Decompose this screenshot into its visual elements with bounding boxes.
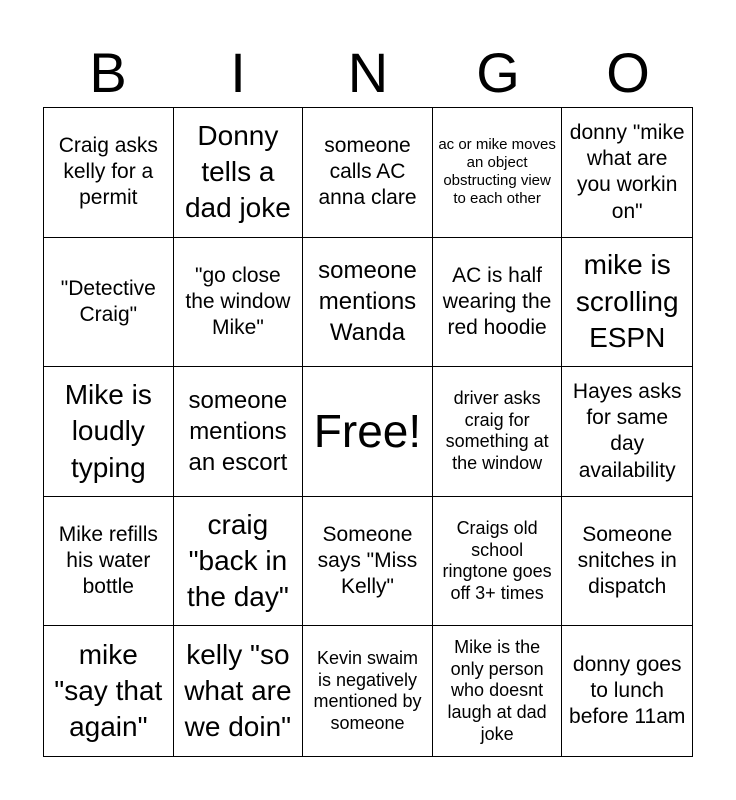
header-letter-o: O bbox=[606, 41, 650, 104]
bingo-cell[interactable]: Kevin swaim is negatively mentioned by someone bbox=[303, 626, 433, 756]
bingo-cell[interactable]: Someone snitches in dispatch bbox=[562, 497, 692, 627]
bingo-cell[interactable]: Craigs old school ringtone goes off 3+ times bbox=[433, 497, 563, 627]
bingo-cell[interactable]: Mike is the only person who doesnt laugh at dad joke bbox=[433, 626, 563, 756]
bingo-cell[interactable]: Hayes asks for same day availability bbox=[562, 367, 692, 497]
bingo-cell[interactable]: someone mentions Wanda bbox=[303, 238, 433, 368]
bingo-cell[interactable]: someone calls AC anna clare bbox=[303, 108, 433, 238]
bingo-cell[interactable]: Someone says "Miss Kelly" bbox=[303, 497, 433, 627]
bingo-cell[interactable]: "go close the window Mike" bbox=[174, 238, 304, 368]
bingo-cell[interactable]: donny goes to lunch before 11am bbox=[569, 652, 686, 729]
bingo-cell[interactable]: Craig asks kelly for a permit bbox=[44, 108, 174, 238]
bingo-card-grid bbox=[43, 107, 693, 757]
bingo-cell[interactable]: ac or mike moves an object obstructing view to each other bbox=[433, 108, 563, 238]
bingo-cell[interactable]: Mike is loudly typing bbox=[44, 367, 174, 497]
bingo-cell[interactable]: mike "say that again" bbox=[44, 626, 174, 756]
bingo-cell[interactable]: kelly "so what are we doin" bbox=[174, 626, 304, 756]
bingo-cell[interactable]: AC is half wearing the red hoodie bbox=[433, 238, 563, 368]
bingo-cell[interactable]: Donny tells a dad joke bbox=[174, 108, 304, 238]
bingo-cell[interactable]: mike is scrolling ESPN bbox=[562, 238, 692, 368]
bingo-cell[interactable]: Mike refills his water bottle bbox=[44, 497, 174, 627]
header-letter-n: N bbox=[347, 41, 389, 104]
bingo-cell[interactable]: donny "mike what are you workin on" bbox=[562, 108, 692, 238]
bingo-cell[interactable]: "Detective Craig" bbox=[44, 238, 174, 368]
bingo-cell[interactable]: driver asks craig for something at the window bbox=[433, 367, 563, 497]
free-space[interactable]: Free! bbox=[303, 367, 433, 497]
header-letter-g: G bbox=[476, 41, 520, 104]
bingo-header bbox=[43, 40, 693, 106]
bingo-cell[interactable]: craig "back in the day" bbox=[174, 497, 304, 627]
bingo-cell[interactable]: someone mentions an escort bbox=[174, 367, 304, 497]
header-letter-b: B bbox=[89, 41, 127, 104]
header-letter-i: I bbox=[230, 41, 246, 104]
